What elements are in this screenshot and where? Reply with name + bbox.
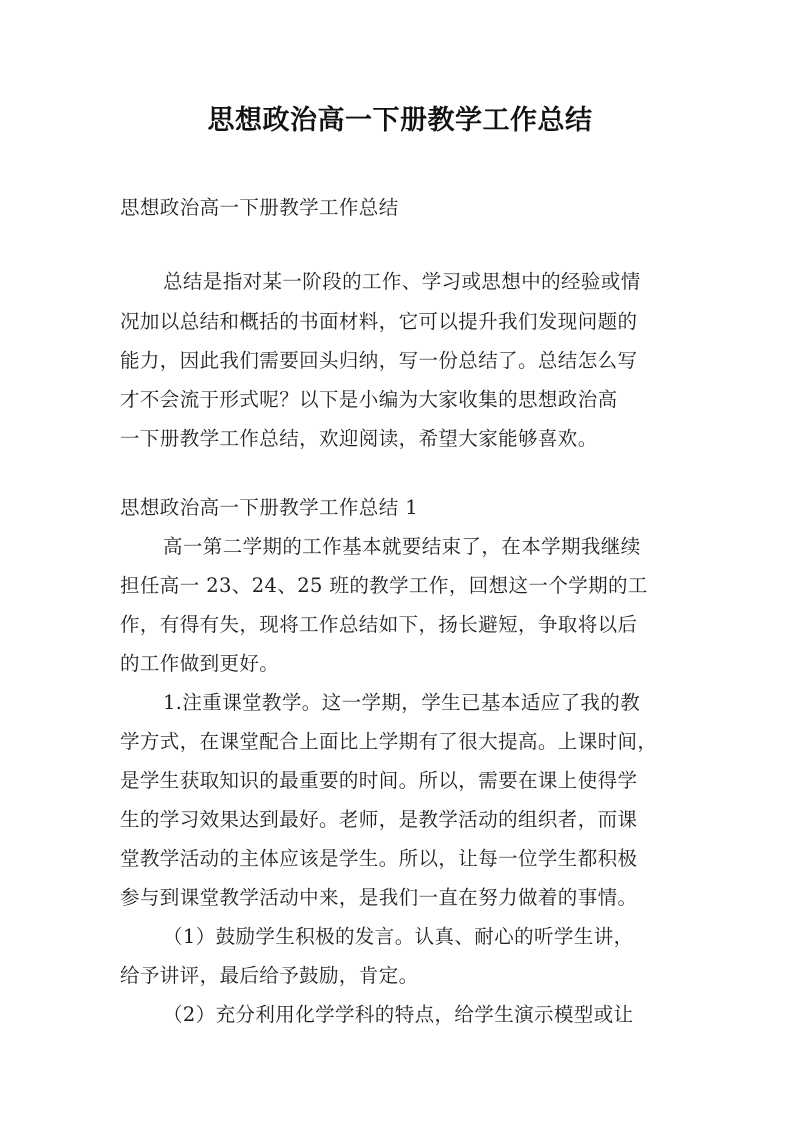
section-heading: 思想政治高一下册教学工作总结 1 [120,496,419,519]
intro-line: 一下册教学工作总结，欢迎阅读，希望大家能够喜欢。 [120,427,598,450]
paragraph-line: （1）鼓励学生积极的发言。认真、耐心的听学生讲， [163,925,634,948]
paragraph-line: 给予讲评，最后给予鼓励，肯定。 [120,964,419,987]
paragraph-line: 学方式，在课堂配合上面比上学期有了很大提高。上课时间， [120,730,658,753]
paragraph-line: 生的学习效果达到最好。老师，是教学活动的组织者，而课 [120,808,638,831]
document-subtitle: 思想政治高一下册教学工作总结 [120,196,399,219]
paragraph-line: 作，有得有失，现将工作总结如下，扬长避短，争取将以后 [120,613,638,636]
intro-line: 能力，因此我们需要回头归纳，写一份总结了。总结怎么写 [120,349,638,372]
intro-line: 才不会流于形式呢？以下是小编为大家收集的思想政治高 [120,388,618,411]
document-title: 思想政治高一下册教学工作总结 [207,105,593,136]
paragraph-line: 1.注重课堂教学。这一学期，学生已基本适应了我的教 [163,691,641,714]
paragraph-line: 是学生获取知识的最重要的时间。所以，需要在课上使得学 [120,769,638,792]
intro-line: 况加以总结和概括的书面材料，它可以提升我们发现问题的 [120,310,638,333]
paragraph-line: 参与到课堂教学活动中来，是我们一直在努力做着的事情。 [120,886,638,909]
paragraph-line: 高一第二学期的工作基本就要结束了，在本学期我继续 [163,535,641,558]
paragraph-line: （2）充分利用化学学科的特点，给学生演示模型或让 [163,1003,634,1026]
intro-line: 总结是指对某一阶段的工作、学习或思想中的经验或情 [163,270,641,293]
paragraph-line: 的工作做到更好。 [120,652,280,675]
paragraph-line: 堂教学活动的主体应该是学生。所以，让每一位学生都积极 [120,847,638,870]
paragraph-line: 担任高一 23、24、25 班的教学工作，回想这一个学期的工 [120,574,648,597]
